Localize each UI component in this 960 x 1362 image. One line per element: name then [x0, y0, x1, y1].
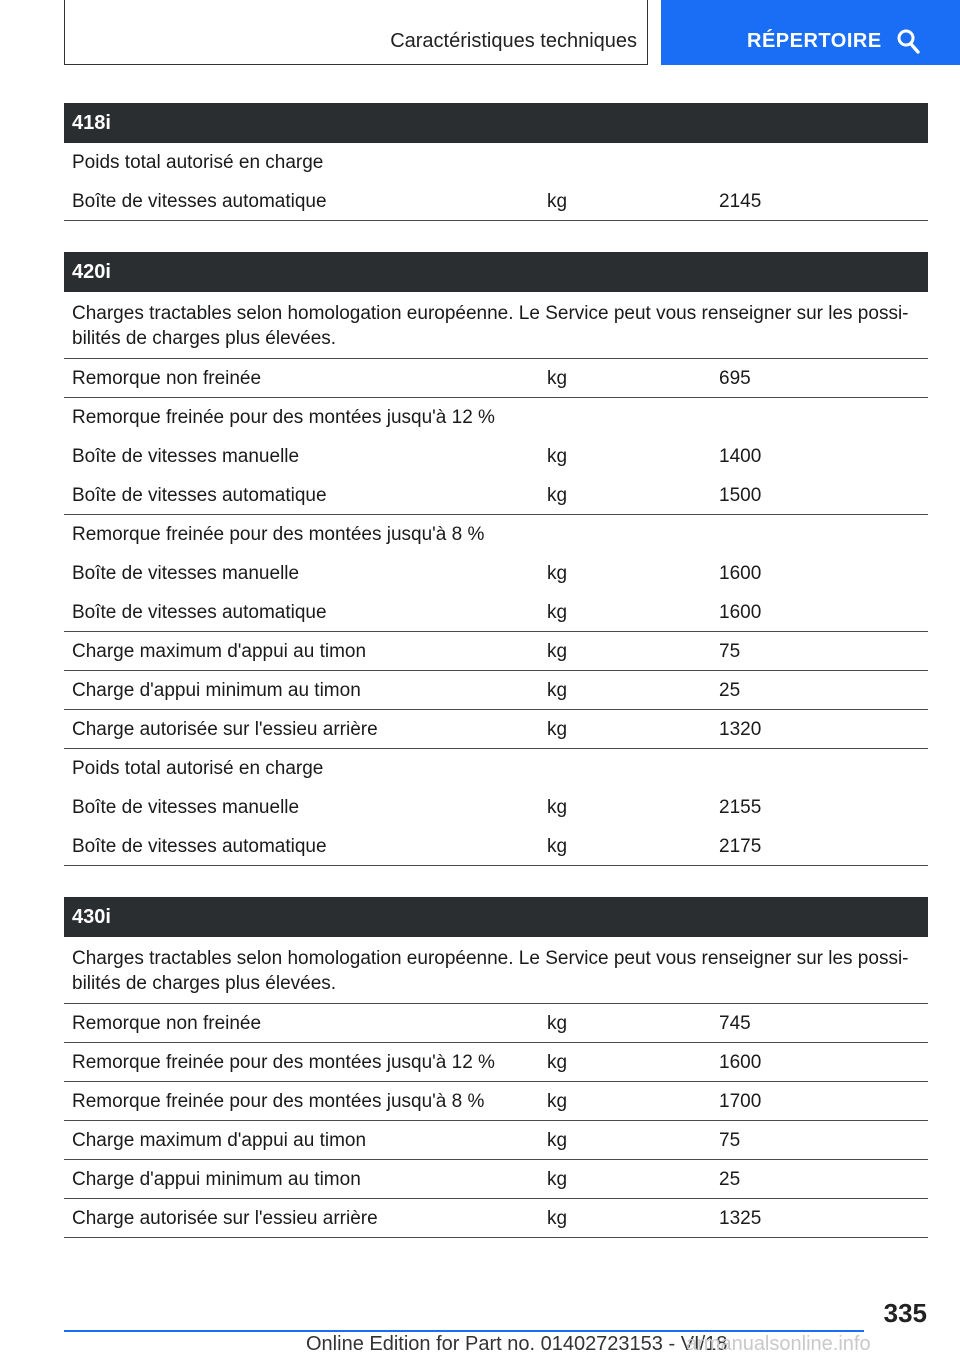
index-button[interactable]: [661, 0, 960, 65]
row-label: Charge autorisée sur l'essieu arrière: [72, 719, 378, 740]
section-430i: [64, 897, 928, 1238]
row-unit: kg: [547, 1052, 568, 1073]
row-value: 75: [719, 641, 741, 662]
row-label: Boîte de vitesses automatique: [72, 602, 327, 623]
row-value: 745: [719, 1013, 751, 1034]
row-unit: kg: [547, 368, 568, 389]
index-label[interactable]: RÉPERTOIRE: [747, 30, 882, 52]
row-label: Boîte de vitesses manuelle: [72, 797, 300, 818]
chapter-title[interactable]: Caractéristiques techniques: [390, 30, 637, 52]
row-value: 1700: [719, 1091, 762, 1112]
table-row: [64, 554, 928, 593]
row-unit: kg: [547, 1130, 568, 1151]
row-unit: kg: [547, 1013, 568, 1034]
row-value: 25: [719, 680, 741, 701]
table-row: [64, 1082, 928, 1121]
section-420i: [64, 252, 928, 866]
note-line: bilités de charges plus élevées.: [72, 973, 337, 994]
table-row: [64, 788, 928, 827]
edition-text: Online Edition for Part no. 01402723153 - VI/18: [306, 1333, 728, 1355]
note-line: bilités de charges plus élevées.: [72, 328, 337, 349]
chapter-tab[interactable]: [64, 0, 648, 65]
table-row: [64, 1199, 928, 1238]
table-row: [64, 143, 928, 182]
section-note: [64, 937, 928, 1004]
section-418i: [64, 103, 928, 221]
row-unit: kg: [547, 191, 568, 212]
row-value: 695: [719, 368, 751, 389]
table-row: [64, 476, 928, 515]
row-value: 1600: [719, 1052, 762, 1073]
table-row: [64, 515, 928, 554]
row-unit: kg: [547, 836, 568, 857]
row-unit: kg: [547, 485, 568, 506]
footer-divider: [64, 1330, 864, 1332]
row-unit: kg: [547, 719, 568, 740]
table-row: [64, 827, 928, 866]
page-number: 335: [883, 1298, 927, 1328]
note-line: Charges tractables selon homologation européenne. Le Service peut vous renseigner sur les possi-: [72, 303, 909, 324]
row-unit: kg: [547, 1208, 568, 1229]
page-header: [0, 0, 960, 66]
table-row: [64, 710, 928, 749]
row-value: 1400: [719, 446, 762, 467]
row-unit: kg: [547, 641, 568, 662]
row-label: Charge autorisée sur l'essieu arrière: [72, 1208, 378, 1229]
row-label: Charge maximum d'appui au timon: [72, 641, 367, 662]
section-title: 420i: [64, 252, 928, 292]
row-label: Remorque freinée pour des montées jusqu'à 8 %: [72, 524, 485, 545]
table-row: [64, 671, 928, 710]
section-title: 418i: [64, 103, 928, 143]
row-label: Boîte de vitesses automatique: [72, 485, 327, 506]
table-row: [64, 1004, 928, 1043]
row-label: Remorque non freinée: [72, 1013, 262, 1034]
row-value: 2175: [719, 836, 762, 857]
table-row: [64, 1121, 928, 1160]
row-label: Boîte de vitesses automatique: [72, 836, 327, 857]
row-label: Poids total autorisé en charge: [72, 152, 324, 173]
table-row: [64, 398, 928, 437]
row-label: Boîte de vitesses manuelle: [72, 446, 300, 467]
table-row: [64, 593, 928, 632]
row-unit: kg: [547, 563, 568, 584]
row-value: 25: [719, 1169, 741, 1190]
row-unit: kg: [547, 602, 568, 623]
row-value: 1600: [719, 602, 762, 623]
row-label: Remorque freinée pour des montées jusqu'à 12 %: [72, 407, 495, 428]
row-value: 1600: [719, 563, 762, 584]
row-label: Charge maximum d'appui au timon: [72, 1130, 367, 1151]
row-value: 2155: [719, 797, 762, 818]
table-row: [64, 1160, 928, 1199]
row-label: Remorque freinée pour des montées jusqu'à 8 %: [72, 1091, 485, 1112]
row-unit: kg: [547, 797, 568, 818]
table-row: [64, 437, 928, 476]
row-unit: kg: [547, 446, 568, 467]
row-label: Boîte de vitesses automatique: [72, 191, 327, 212]
search-icon[interactable]: [896, 28, 920, 54]
table-row: [64, 632, 928, 671]
table-row: [64, 749, 928, 788]
row-label: Poids total autorisé en charge: [72, 758, 324, 779]
row-label: Remorque non freinée: [72, 368, 262, 389]
table-row: [64, 359, 928, 398]
watermark: armanualsonline.info: [686, 1333, 871, 1355]
row-value: 1500: [719, 485, 762, 506]
section-title: 430i: [64, 897, 928, 937]
row-label: Remorque freinée pour des montées jusqu'à 12 %: [72, 1052, 495, 1073]
table-row: [64, 1043, 928, 1082]
table-row: [64, 182, 928, 221]
row-label: Charge d'appui minimum au timon: [72, 680, 361, 701]
row-value: 1325: [719, 1208, 762, 1229]
row-value: 2145: [719, 191, 762, 212]
row-unit: kg: [547, 1169, 568, 1190]
row-unit: kg: [547, 680, 568, 701]
row-value: 75: [719, 1130, 741, 1151]
row-label: Boîte de vitesses manuelle: [72, 563, 300, 584]
row-value: 1320: [719, 719, 762, 740]
note-line: Charges tractables selon homologation européenne. Le Service peut vous renseigner sur les possi-: [72, 948, 909, 969]
row-label: Charge d'appui minimum au timon: [72, 1169, 361, 1190]
section-note: [64, 292, 928, 359]
row-unit: kg: [547, 1091, 568, 1112]
